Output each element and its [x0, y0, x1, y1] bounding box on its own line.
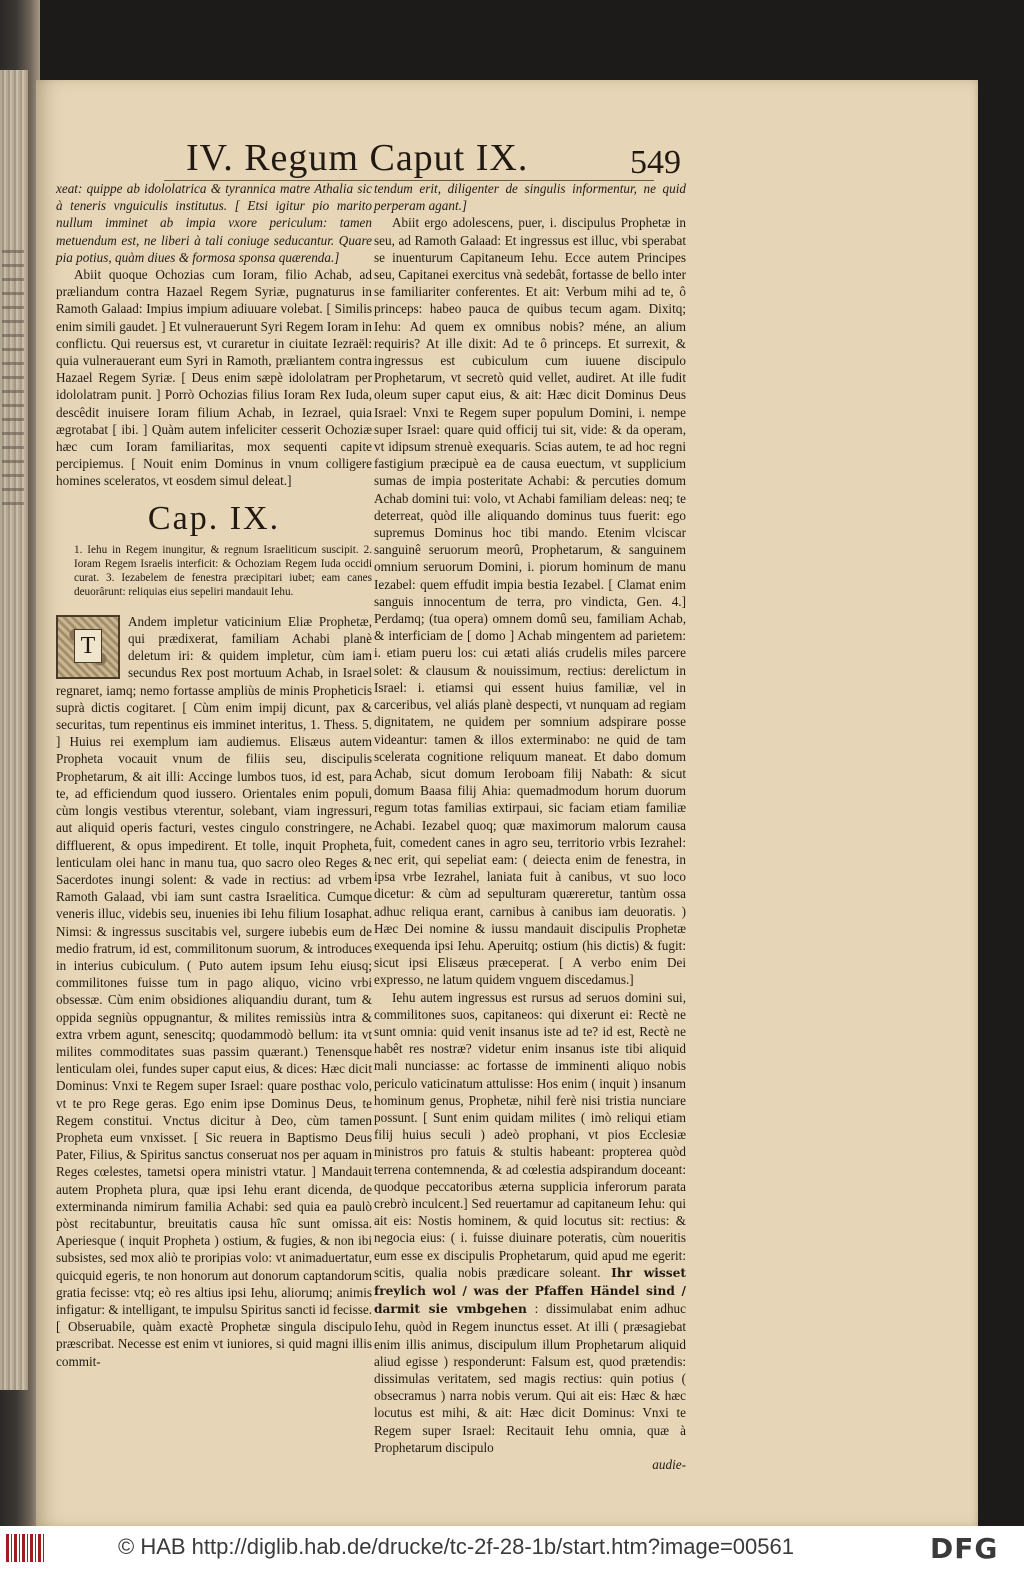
- right-paragraph-3: [374, 989, 686, 1456]
- page-number: 549: [630, 144, 681, 181]
- right-paragraph-3-end: : dissimulabat enim adhuc Iehu, quòd in Regem inunctus esset. At illi ( præsagiebat enim illis animus, discipulum illum Prophetarum aliquid aliud egisse ) responderunt: Falsum est, quod prætendis: dissimulas veritatem, sed magis rectius: quin potius ( obsecramus ) narra nobis verum. Qui ait eis: Hæc & hæc locutus est mihi, & ait: Hæc dicit Dominus: Vnxi te Regem super Israel: Recitauit Iehu omnia, quæ à Prophetarum discipulo: [374, 1301, 687, 1455]
- adjacent-page-text-fragment: [2, 250, 24, 510]
- chapter-summary: 1. Iehu in Regem inungitur, & regnum Israeliticum suscipit. 2. Ioram Regem Israelis interficit: & Ochoziam Regem Iuda occidi curat. 3. Iezabelem de fenestra præcipitari iubet; eam canes deuorârunt: reliquias eius sepeliri mandauit Iehu.: [74, 543, 372, 598]
- catchword: audie-: [652, 1457, 686, 1473]
- right-paragraph-2: Abiit ergo adolescens, puer, i. discipulus Prophetæ in seu, ad Ramoth Galaad: Et ingressus est illuc, vbi sperabat se inuenturum Capitaneum Iehu. Ecce autem Principes seu, Capitanei exercitus vnà sedebât, fortasse de bello inter se familiariter conferentes. Et ait: Verbum mihi ad te, ô princeps: habeo pauca de quibus tecum agam. Dixitq; Iehu: Ad quem ex omnibus nobis? méne, an alium requiris? At ille dixit: Ad te ô princeps. Et surrexit, & ingressus est cubiculum cum iuuene discipulo Prophetarum, vt secretò quid vellet, audiret. At ille fudit oleum super caput eius, & ait: Hæc dicit Dominus Deus Israel: Vnxi te Regem super populum Domini, i. nempe super Israel: quare quid officij tui sit, vide: & da operam, vt idipsum strenuè exequaris. Scias autem, te ad hoc regni fastigium præcipuè ea de causa euectum, vt supplicium sumas de impia posteritate Achabi: & percuties domum Achab domini tui: volo, vt Achabi familiam deleas: neq; te deterreat, quòd ille aliquando dominus tuus fuerit: ego supremus Dominus hoc tibi mando. Etenim vlciscar sanguinê seruorum meorû, Prophetarum, & sanguinem omnium seruorum Domini, i. piorum hominum de manu Iezabel: quem effudit impia bestia Iezabel. [ Clamat enim sanguis innocentum de terra, pro vindicta, Gen. 4.] Perdamq; (tua opera) omnem domû seu, familiam Achab, & interficiam de [ domo ] Achab mingentem ad parietem: i. etiam pueru los: cui ætati aliás crudelis miles parcere solet: & clausum & nouissimum, rectius: derelictum in Israel: i. etiamsi qui essent huius familiæ, vel in carceribus, vel aliás planè despecti, vt nunquam ad regiam dignitatem, ne quidem per somnium adspirare posse videantur: tamen & illos exterminabo: ne quid de tam scelerata cognitione reliquum maneat. Et dabo domum Achab, sicut domum Ieroboam filij Nabath: & sicut domum Baasa filij Ahia: quemadmodum horum duorum regum totas familias extirpaui, sic faciam etiam familiæ Achabi. Iezabel quoq; quæ maximorum malorum causa fuit, comedent canes in agro seu, territorio vrbis Iezrahel: nec erit, qui sepeliat eam: ( deiecta enim de fenestra, in ipsa vrbe Iezrahel, laniata fuit à canibus, vt suo loco dicetur: & cùm ad sepulturam quæreretur, tantùm ossa adhuc reliqua erant, carnibus à canibus iam deuoratis. ) Hæc Dei nomine & iussu mandauit discipulis Prophetæ exequenda ipsi Iehu. Aperuitq; ostium (his dictis) & fugit: sicut ipsi Elisæus præceperat. [ A verbo enim Dei expresso, ne latum quidem vnguem discedamus.]: [374, 215, 686, 988]
- german-gloss: Ihr wisset freylich wol / was der Pfaffen Händel sind / darmit sie vmbgehen: [374, 1265, 686, 1317]
- adjacent-pages-stack: [0, 70, 28, 1390]
- left-column: [56, 180, 372, 1370]
- decorated-initial: [56, 615, 120, 679]
- barcode-icon: [6, 1534, 44, 1562]
- right-paragraph-3-start: Iehu autem ingressus est rursus ad seruos domini sui, commilitones suos, capitaneos: qui dixerunt ei: Rectè ne sunt omnia: quid venit insanus iste ad te? id est, Rectè ne habêt res nostræ? videtur enim insanus iste tibi aliquid mali nunciasse: ac fortasse de imminenti aliquo nobis periculo vaticinatum attulisse: Hos enim ( inquit ) insanum hominum genus, Prophetæ, nihil ferè nisi tristia nunciare possunt. [ Sunt enim quidam milites ( imò reliqui etiam filij huius seculi ) adeò prophani, vt pios Ecclesiæ ministros pro fatuis & stultis habeant: propterea quòd terrena contemnenda, & ad cœlestia adspirandum doceant: quodque peccatoribus æterna supplicia inferorum parata crebrò inculcent.] Sed reuertamur ad capitaneum Iehu: qui ait eis: Nostis hominem, & quid locutus sit: rectius: & negocia eius: ( i. fuisse diuinare poteratis, cùm noueritis eum esse ex discipulis Prophetarum, quid apud me egerit: scitis, qualia nobis prædicare soleant.: [374, 989, 686, 1280]
- book-page: [36, 80, 978, 1526]
- running-title: IV. Regum Caput IX.: [186, 137, 529, 179]
- dfg-logo: DFG: [930, 1532, 999, 1565]
- right-paragraph-1: tendum erit, diligenter de singulis informentur, ne quid perperam agant.]: [374, 181, 686, 214]
- chapter-heading: Cap. IX.: [147, 499, 281, 537]
- source-link[interactable]: © HAB http://diglib.hab.de/drucke/tc-2f-28-1b/start.htm?image=00561: [118, 1534, 794, 1559]
- left-paragraph-3: Andem impletur vaticinium Eliæ Prophetæ, qui prædixerat, familiam Achabi planè deletum iri: & quidem impletur, cùm iam secundus Rex post mortuum Achab, in Israel regnaret, iamq; nemo fortasse ampliùs de minis Propheticis suprà dictis cogitaret. [ Cùm enim impij dicunt, pax & securitas, tum repentinus eis imminet interitus, 1. Thess. 5. ] Huius rei exemplum iam audiemus. Elisæus autem Propheta vocauit vnum de filiis seu, discipulis Prophetarum, & ait illi: Accinge lumbos tuos, id est, para te, ad efficiendum quod iussero. Orientales enim populi, cùm longis vestibus vterentur, solebant, viam ingressuri, aut aliquid operis facturi, vestes cingulo constringere, ne diffluerent, & opus impedirent. Et tolle, inquit Propheta, lenticulam olei hanc in manu tua, quo sacro oleo Reges & Sacerdotes inungi solent: & vade in rectius: ad vrbem Ramoth Galaad, vbi iam sunt castra Israelitica. Cumque veneris illuc, videbis seu, inuenies ibi Iehu filium Iosaphat. Nimsi: & ingressus suscitabis vel, surgere iubebis eum de medio fratrum, id est, commilitonum suorum, & introduces in interius cubiculum. ( Puto autem ipsum Iehu eiusq; commilitones fuisse tum in pago aliquo, vicino vrbi obsessæ. Cùm enim obsidiones aliquandiu durant, tum & oppida segniùs oppugnantur, & milites remissiùs intra & extra vrbem agunt, senescitq; quodammodò bellum: ita vt milites commoditates suas passim quærant.) Tenensque lenticulam olei, fundes super caput eius, & dices: Hæc dicit Dominus: Vnxi te Regem super Israel: quare posthac volo, vt te pro Rege geras. Ego enim ipse Dominus Deus, te Regem constitui. Vnctus dicitur à Deo, cùm tamen Propheta eum vnxisset. [ Sic reuera in Baptismo Deus Pater, Filius, & Spiritus sanctus conseruat nos per aquam in Reges cœlestes, tametsi opera ministri vtatur. ] Mandauit autem Propheta plura, quæ ipsi Iehu erant dicenda, de exterminanda nimirum familia Achabi: sed quia ea paulò pòst recitabuntur, breuitatis causa hîc sunt omissa. Aperiesque ( inquit Propheta ) ostium, & fugies, & non ibi subsistes, sed mox aliò te proripias volo: vt animaduertatur, quicquid egeris, te non honorum aut donorum captandorum gratia fecisse: vtq; eò res altius ipsi Iehu, aliorumq; animis infigatur: & intelligant, te impulsu Spiritus sancti id fecisse. [ Obseruabile, quàm exactè Prophetæ singula discipulo præscribat. Necesse est enim vt iuniores, si quid magni illis commit-: [56, 613, 372, 1369]
- left-paragraph-2: Abiit quoque Ochozias cum Ioram, filio Achab, ad præliandum contra Hazael Regem Syriæ, pugnaturus in Ramoth Galaad: Impius impium adiuuare volebat. [ Similis enim simili gaudet. ] Et vulnerauerunt Syri Regem Ioram in conflictu. Qui reuersus est, vt curaretur in ciuitate Iezraël: quia vulnerauerant eum Syri in Ramoth, præliantem contra Hazael Regem Syriæ. [ Deus enim sæpè idololatram per idololatram punit. ] Porrò Ochozias filius Ioram Rex Iuda, descêdit inuisere Ioram filium Achab, in Iezrael, quia ægrotabat [ ibi. ] Quàm autem infeliciter cesserit Ochoziæ hæc cum Ioram familiaritas, mox sequenti capite percipiemus. [ Nouit enim Dominus in vnum colligere homines sceleratos, vt eosdem simul deleat.]: [56, 267, 372, 489]
- left-paragraph-1: xeat: quippe ab idololatrica & tyrannica matre Athalia sic à teneris vnguiculis institutus. [ Etsi igitur pio marito nullum imminet ab impia vxore periculum: tamen metuendum est, ne liberi à tali coniuge seducantur. Quare pia potius, quàm diues & formosa sponsa quærenda.]: [56, 181, 372, 265]
- footer-bar: [0, 1526, 1024, 1570]
- right-column: [374, 180, 686, 1473]
- initial-letter: T: [74, 629, 102, 663]
